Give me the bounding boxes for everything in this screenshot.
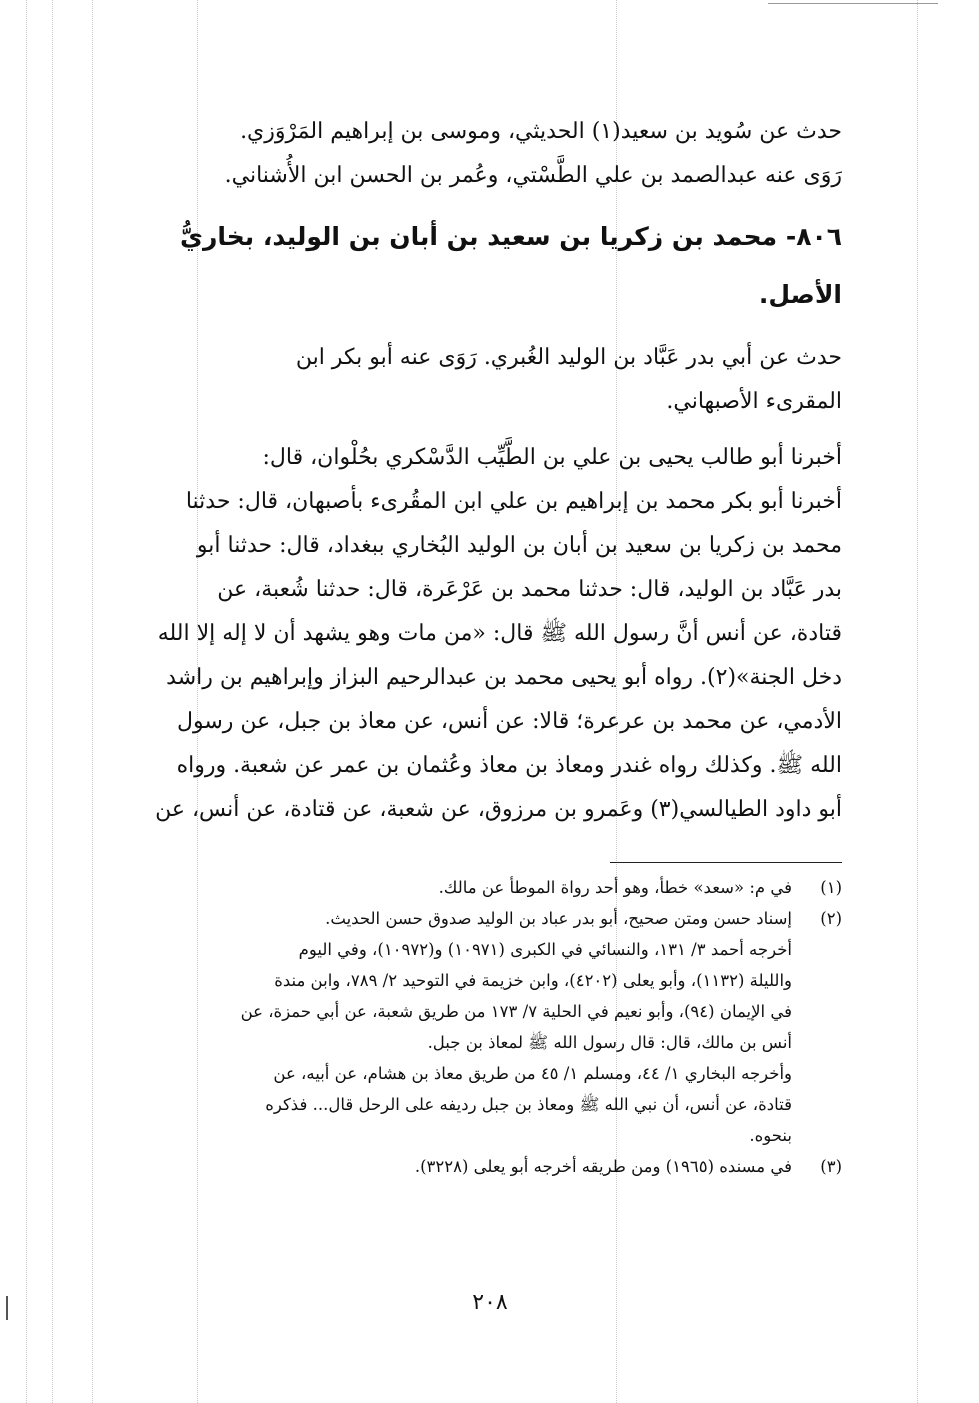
footnote-line: أخرجه أحمد ٣/ ١٣١، والنسائي في الكبرى (١٠٩٧١) و(١٠٩٧٢)، وفي اليوم bbox=[298, 940, 792, 959]
hadith-paragraph bbox=[120, 436, 842, 832]
footnote-line: قتادة، عن أنس، أن نبي الله ﷺ ومعاذ بن جبل رديفه على الرحل قال... فذكره bbox=[265, 1095, 792, 1114]
text-line: الأدمي، عن محمد بن عرعرة؛ قالا: عن أنس، عن معاذ بن جبل، عن رسول bbox=[177, 709, 842, 734]
footnote-line: وأخرجه البخاري ١/ ٤٤، ومسلم ١/ ٤٥ من طريق معاذ بن هشام، عن أبيه، عن bbox=[273, 1064, 792, 1083]
entry-heading bbox=[120, 208, 842, 324]
footnote bbox=[120, 872, 842, 903]
footnote-number: (٣) bbox=[820, 1157, 842, 1176]
text-line: أخبرنا أبو طالب يحيى بن علي بن الطَّيِّب الدَّسْكري بحُلْوان، قال: bbox=[262, 445, 842, 470]
footnote-line: والليلة (١١٣٢)، وأبو يعلى (٤٢٠٢)، وابن خزيمة في التوحيد ٢/ ٧٨٩، وابن مندة bbox=[274, 971, 792, 990]
text-line: الله ﷺ. وكذلك رواه غندر ومعاذ بن معاذ وعُثمان بن عمر عن شعبة. ورواه bbox=[176, 753, 842, 778]
footnote-line: في م: «سعد» خطأ، وهو أحد رواة الموطأ عن مالك. bbox=[438, 878, 792, 897]
footnote-line: أنس بن مالك، قال: قال رسول الله ﷺ لمعاذ بن جبل. bbox=[427, 1033, 792, 1052]
footnote-separator bbox=[610, 862, 842, 863]
text-line: المقرىء الأصبهاني. bbox=[666, 389, 842, 414]
intro-paragraph bbox=[120, 110, 842, 198]
footnote-number: (٢) bbox=[820, 909, 842, 928]
footnote bbox=[120, 1151, 842, 1182]
text-line: محمد بن زكريا بن سعيد بن أبان بن الوليد البُخاري ببغداد، قال: حدثنا أبو bbox=[196, 533, 842, 558]
text-line: حدث عن سُويد بن سعيد(١) الحديثي، وموسى بن إبراهيم المَرْوَزي. bbox=[240, 119, 842, 144]
text-line: بدر عَبَّاد بن الوليد، قال: حدثنا محمد بن عَرْعَرة، قال: حدثنا شُعبة، عن bbox=[217, 577, 842, 602]
text-line: قتادة، عن أنس أنَّ رسول الله ﷺ قال: «من مات وهو يشهد أن لا إله إلا الله bbox=[157, 621, 842, 646]
footnote-line: في مسنده (١٩٦٥) ومن طريقه أخرجه أبو يعلى (٣٢٢٨). bbox=[414, 1157, 792, 1176]
heading-line: ٨٠٦- محمد بن زكريا بن سعيد بن أبان بن الوليد، بخاريُّ bbox=[180, 222, 842, 251]
footnote-line: في الإيمان (٩٤)، وأبو نعيم في الحلية ٧/ ١٧٣ من طريق شعبة، عن أبي حمزة، عن bbox=[240, 1002, 792, 1021]
scan-guide-line bbox=[92, 0, 93, 1403]
footnote bbox=[120, 903, 842, 1151]
scan-guide-line bbox=[52, 0, 53, 1403]
text-line: دخل الجنة»(٢). رواه أبو يحيى محمد بن عبدالرحيم البزاز وإبراهيم بن راشد bbox=[166, 665, 842, 690]
entry-paragraph bbox=[120, 336, 842, 424]
top-edge-rule bbox=[768, 3, 938, 4]
scan-guide-line bbox=[917, 0, 918, 1403]
footnote-line: إسناد حسن ومتن صحيح، أبو بدر عباد بن الوليد صدوق حسن الحديث. bbox=[325, 909, 792, 928]
footnote-number: (١) bbox=[820, 878, 842, 897]
footnotes bbox=[120, 872, 842, 1182]
text-line: حدث عن أبي بدر عَبَّاد بن الوليد الغُبري. رَوَى عنه أبو بكر ابن bbox=[295, 345, 842, 370]
footnote-line: بنحوه. bbox=[749, 1126, 792, 1145]
scan-edge-mark bbox=[6, 1296, 8, 1320]
page-number: ٢٠٨ bbox=[472, 1290, 508, 1315]
scan-guide-line bbox=[26, 0, 27, 1403]
heading-line: الأصل. bbox=[758, 280, 842, 309]
text-line: رَوَى عنه عبدالصمد بن علي الطَّسْتي، وعُمر بن الحسن ابن الأُشناني. bbox=[224, 163, 842, 188]
text-line: أبو داود الطيالسي(٣) وعَمرو بن مرزوق، عن شعبة، عن قتادة، عن أنس، عن bbox=[155, 797, 842, 822]
text-line: أخبرنا أبو بكر محمد بن إبراهيم بن علي ابن المقُرىء بأصبهان، قال: حدثنا bbox=[185, 489, 842, 514]
